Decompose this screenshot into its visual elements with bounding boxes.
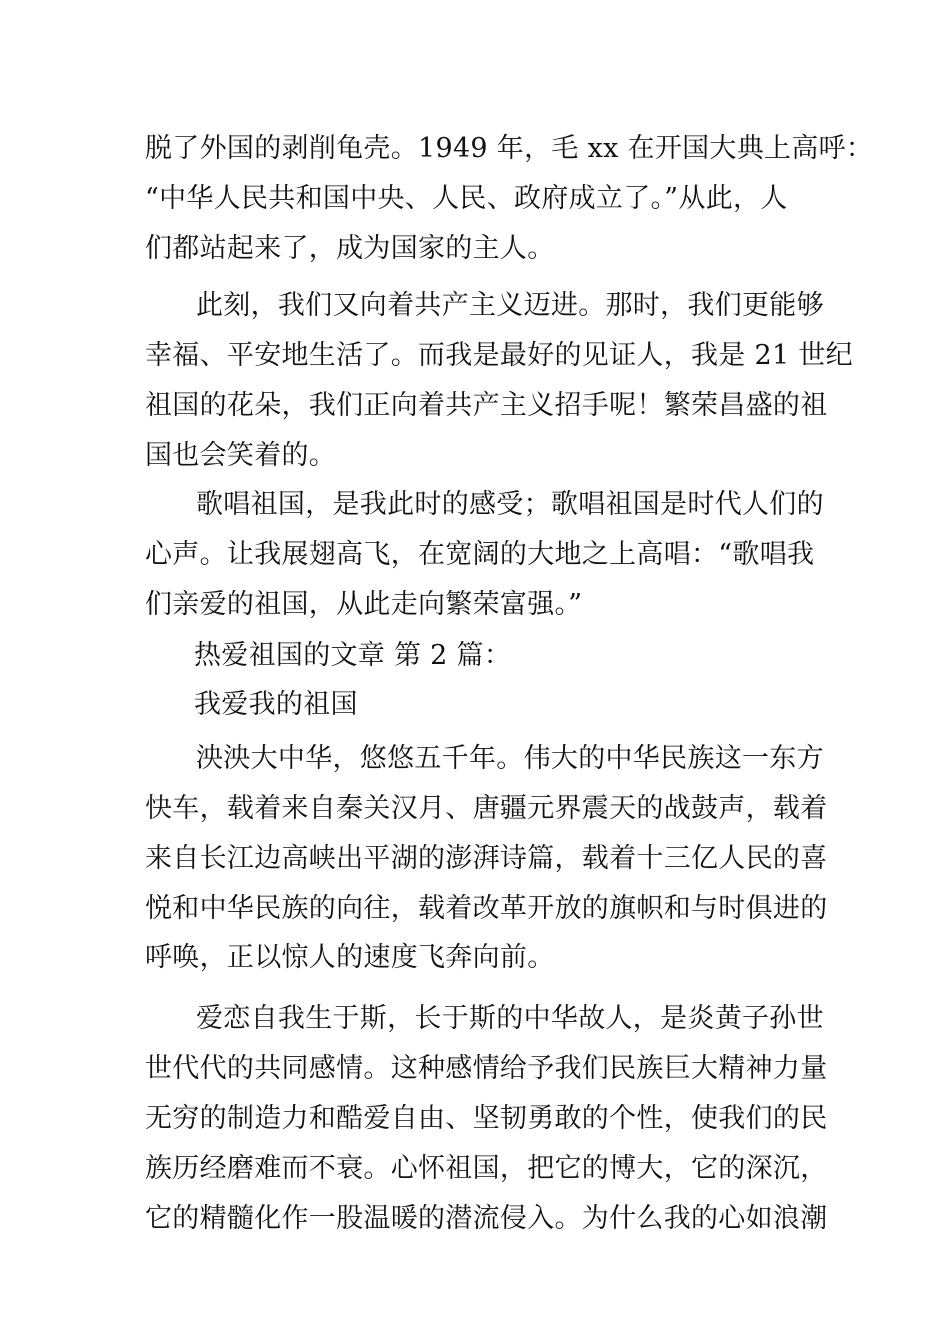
paragraph-2-line-3: 祖国的花朵，我们正向着共产主义招手呢！繁荣昌盛的祖	[145, 390, 828, 421]
article-heading: 热爱祖国的文章 第 2 篇：	[194, 640, 512, 671]
paragraph-1-line-1: 脱了外国的剥削龟壳。1949 年，毛 xx 在开国大典上高呼：	[145, 133, 874, 164]
paragraph-1-line-3: 们都站起来了，成为国家的主人。	[145, 233, 555, 264]
paragraph-4-line-4: 悦和中华民族的向往，载着改革开放的旗帜和与时俱进的	[145, 893, 828, 924]
paragraph-4-line-1: 泱泱大中华，悠悠五千年。伟大的中华民族这一东方	[196, 743, 824, 774]
paragraph-3-line-3: 们亲爱的祖国，从此走向繁荣富强。”	[145, 589, 583, 620]
article-title: 我爱我的祖国	[194, 689, 358, 720]
paragraph-2-line-2: 幸福、平安地生活了。而我是最好的见证人，我是 21 世纪	[145, 340, 853, 371]
paragraph-1-line-2: “中华人民共和国中央、人民、政府成立了。”从此，人	[145, 183, 788, 214]
paragraph-5-line-4: 族历经磨难而不衰。心怀祖国，把它的博大，它的深沉，	[145, 1153, 828, 1184]
paragraph-3-line-1: 歌唱祖国，是我此时的感受；歌唱祖国是时代人们的	[196, 489, 824, 520]
paragraph-2-line-1: 此刻，我们又向着共产主义迈进。那时，我们更能够	[196, 290, 824, 321]
paragraph-3-line-2: 心声。让我展翅高飞，在宽阔的大地之上高唱：“歌唱我	[145, 539, 815, 570]
paragraph-5-line-1: 爱恋自我生于斯，长于斯的中华故人，是炎黄子孙世	[196, 1003, 824, 1034]
paragraph-4-line-5: 呼唤，正以惊人的速度飞奔向前。	[145, 942, 555, 973]
paragraph-4-line-2: 快车，载着来自秦关汉月、唐疆元界震天的战鼓声，载着	[145, 793, 828, 824]
paragraph-5-line-5: 它的精髓化作一股温暖的潜流侵入。为什么我的心如浪潮	[145, 1203, 828, 1234]
paragraph-5-line-2: 世代代的共同感情。这种感情给予我们民族巨大精神力量	[145, 1053, 828, 1084]
paragraph-5-line-3: 无穷的制造力和酷爱自由、坚韧勇敢的个性，使我们的民	[145, 1103, 828, 1134]
paragraph-2-line-4: 国也会笑着的。	[145, 440, 337, 471]
paragraph-4-line-3: 来自长江边高峡出平湖的澎湃诗篇，载着十三亿人民的喜	[145, 843, 828, 874]
